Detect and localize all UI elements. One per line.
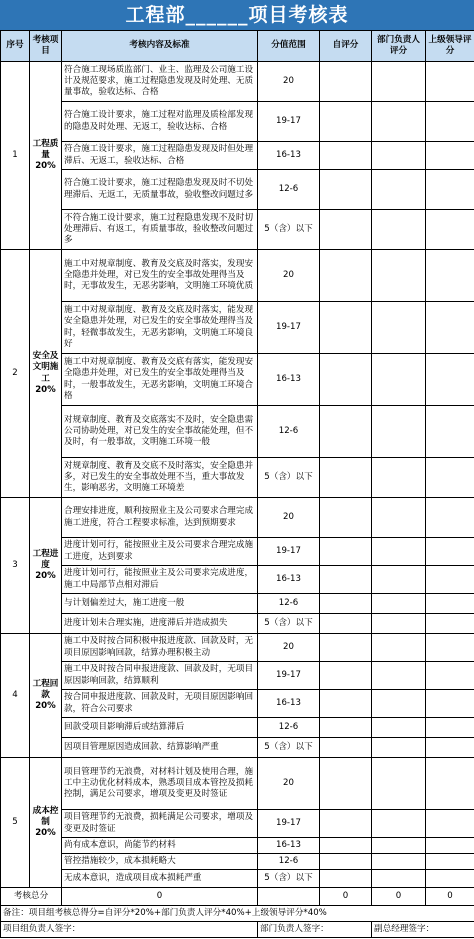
leader-score-cell[interactable] — [426, 538, 474, 566]
score-range: 20 — [258, 498, 320, 538]
self-score-cell[interactable] — [320, 662, 372, 690]
self-score-cell[interactable] — [320, 458, 372, 498]
section-index: 3 — [1, 498, 30, 634]
section-name: 成本控制20% — [30, 758, 62, 888]
table-row — [1, 458, 474, 498]
signature-deputy-manager[interactable]: 副总经理签字： — [372, 922, 474, 938]
dept-score-cell[interactable] — [372, 870, 426, 888]
dept-score-cell[interactable] — [372, 758, 426, 810]
table-row — [1, 142, 474, 170]
score-range: 12-6 — [258, 718, 320, 738]
criteria-text: 与计划偏差过大，施工进度一般 — [62, 594, 258, 614]
leader-score-cell[interactable] — [426, 210, 474, 250]
score-range: 5（含）以下 — [258, 210, 320, 250]
total-dept-score[interactable]: 0 — [372, 888, 426, 906]
dept-score-cell[interactable] — [372, 738, 426, 758]
leader-score-cell[interactable] — [426, 302, 474, 354]
signature-team-leader[interactable]: 项目组负责人签字： — [1, 922, 258, 938]
dept-score-cell[interactable] — [372, 102, 426, 142]
self-score-cell[interactable] — [320, 62, 372, 102]
table-row — [1, 406, 474, 458]
dept-score-cell[interactable] — [372, 690, 426, 718]
dept-score-cell[interactable] — [372, 538, 426, 566]
criteria-text: 施工中对规章制度、教育及交底及时落实，能发现安全隐患并处理，对已发生的安全事故处理得当及时，轻微事故发生，无恶劣影响，文明施工环境良好 — [62, 302, 258, 354]
table-row — [1, 594, 474, 614]
criteria-text: 进度计划未合理实施，进度滞后并造成损失 — [62, 614, 258, 634]
criteria-text: 符合施工现场质监部门、业主、监理及公司施工设计及规范要求，施工过程隐患发现及时处理、无质量事故，验收达标、合格 — [62, 62, 258, 102]
criteria-text: 符合施工设计要求，施工过程对监理及质检部发现的隐患及时处理、无返工，验收达标、合格 — [62, 102, 258, 142]
signature-dept-head[interactable]: 部门负责人签字： — [258, 922, 372, 938]
self-score-cell[interactable] — [320, 758, 372, 810]
self-score-cell[interactable] — [320, 406, 372, 458]
leader-score-cell[interactable] — [426, 738, 474, 758]
self-score-cell[interactable] — [320, 634, 372, 662]
section-name: 安全及文明施工20% — [30, 250, 62, 498]
total-self-score[interactable]: 0 — [320, 888, 372, 906]
criteria-text: 对规章制度、教育及交底落实不及时，安全隐患需公司协助处理，对已发生的安全事故能处理，但不及时，有一般事故，文明施工环境一般 — [62, 406, 258, 458]
table-row — [1, 538, 474, 566]
dept-score-cell[interactable] — [372, 854, 426, 870]
leader-score-cell[interactable] — [426, 690, 474, 718]
signature-row — [1, 922, 474, 938]
col-header-index: 序号 — [1, 31, 30, 62]
table-row — [1, 838, 474, 854]
leader-score-cell[interactable] — [426, 170, 474, 210]
total-criteria-value: 0 — [62, 888, 258, 906]
dept-score-cell[interactable] — [372, 354, 426, 406]
total-label: 考核总分 — [1, 888, 62, 906]
leader-score-cell[interactable] — [426, 102, 474, 142]
leader-score-cell[interactable] — [426, 810, 474, 838]
self-score-cell[interactable] — [320, 538, 372, 566]
criteria-text: 施工中及时按合同积极申报进度款、回款及时，无项目原因影响回款，结算办理积极主动 — [62, 634, 258, 662]
table-row — [1, 690, 474, 718]
self-score-cell[interactable] — [320, 170, 372, 210]
score-range: 16-13 — [258, 142, 320, 170]
score-range: 5（含）以下 — [258, 738, 320, 758]
score-range: 19-17 — [258, 662, 320, 690]
criteria-text: 项目管理节约无浪费，损耗满足公司要求，增项及变更及时签证 — [62, 810, 258, 838]
score-range: 12-6 — [258, 170, 320, 210]
score-range: 12-6 — [258, 854, 320, 870]
table-row — [1, 738, 474, 758]
score-range: 16-13 — [258, 838, 320, 854]
table-row — [1, 870, 474, 888]
leader-score-cell[interactable] — [426, 458, 474, 498]
self-score-cell[interactable] — [320, 854, 372, 870]
score-range: 16-13 — [258, 566, 320, 594]
dept-score-cell[interactable] — [372, 718, 426, 738]
self-score-cell[interactable] — [320, 354, 372, 406]
col-header-score-range: 分值范围 — [258, 31, 320, 62]
score-range: 19-17 — [258, 810, 320, 838]
sheet-title: 工程部______项目考核表 — [0, 0, 474, 30]
evaluation-table — [0, 30, 474, 938]
self-score-cell[interactable] — [320, 690, 372, 718]
self-score-cell[interactable] — [320, 302, 372, 354]
self-score-cell[interactable] — [320, 870, 372, 888]
criteria-text: 回款受项目影响滞后或结算滞后 — [62, 718, 258, 738]
dept-score-cell[interactable] — [372, 662, 426, 690]
score-range: 19-17 — [258, 102, 320, 142]
criteria-text: 施工中对规章制度、教育及交底及时落实，发现安全隐患并处理，对已发生的安全事故处理得当及时，无事故发生，无恶劣影响，文明施工环境优质 — [62, 250, 258, 302]
dept-score-cell[interactable] — [372, 62, 426, 102]
dept-score-cell[interactable] — [372, 302, 426, 354]
score-range: 12-6 — [258, 406, 320, 458]
score-range: 19-17 — [258, 302, 320, 354]
section-index: 2 — [1, 250, 30, 498]
table-row — [1, 614, 474, 634]
table-row — [1, 854, 474, 870]
self-score-cell[interactable] — [320, 566, 372, 594]
leader-score-cell[interactable] — [426, 870, 474, 888]
criteria-text: 合理安排进度，顺利按照业主及公司要求合理完成施工进度，符合工程要求标准，达到预期要求 — [62, 498, 258, 538]
col-header-item: 考核项目 — [30, 31, 62, 62]
leader-score-cell[interactable] — [426, 354, 474, 406]
leader-score-cell[interactable] — [426, 406, 474, 458]
col-header-self-score: 自评分 — [320, 31, 372, 62]
self-score-cell[interactable] — [320, 250, 372, 302]
leader-score-cell[interactable] — [426, 498, 474, 538]
table-row — [1, 566, 474, 594]
leader-score-cell[interactable] — [426, 614, 474, 634]
dept-score-cell[interactable] — [372, 614, 426, 634]
score-range: 20 — [258, 250, 320, 302]
dept-score-cell[interactable] — [372, 406, 426, 458]
table-row — [1, 62, 474, 102]
section-index: 1 — [1, 62, 30, 250]
criteria-text: 进度计划可行，能按照业主及公司要求合理完成施工进度，达到要求 — [62, 538, 258, 566]
dept-score-cell[interactable] — [372, 250, 426, 302]
criteria-text: 施工中及时按合同申报进度款、回款及时，无项目原因影响回款，结算顺利 — [62, 662, 258, 690]
dept-score-cell[interactable] — [372, 634, 426, 662]
score-range: 19-17 — [258, 538, 320, 566]
dept-score-cell[interactable] — [372, 594, 426, 614]
section-name: 工程回款20% — [30, 634, 62, 758]
col-header-criteria: 考核内容及标准 — [62, 31, 258, 62]
dept-score-cell[interactable] — [372, 810, 426, 838]
criteria-text: 尚有成本意识，尚能节约材料 — [62, 838, 258, 854]
criteria-text: 施工中对规章制度、教育及交底有落实，能发现安全隐患并处理，对已发生的安全事故处理得当及时，一般事故发生，无恶劣影响，文明施工环境合格 — [62, 354, 258, 406]
score-range: 12-6 — [258, 594, 320, 614]
table-row — [1, 102, 474, 142]
score-range: 5（含）以下 — [258, 870, 320, 888]
table-row — [1, 302, 474, 354]
section-index: 4 — [1, 634, 30, 758]
table-row — [1, 634, 474, 662]
leader-score-cell[interactable] — [426, 634, 474, 662]
leader-score-cell[interactable] — [426, 594, 474, 614]
scoring-note: 备注：项目组考核总得分=自评分*20%+部门负责人评分*40%+上级领导评分*40% — [1, 906, 474, 922]
self-score-cell[interactable] — [320, 594, 372, 614]
self-score-cell[interactable] — [320, 614, 372, 634]
criteria-text: 符合施工设计要求，施工过程隐患发现及时不切处理滞后、无返工，无质量事故，验收整改问题过多 — [62, 170, 258, 210]
criteria-text: 按合同申报进度款、回款及时，无项目原因影响回款，符合公司要求 — [62, 690, 258, 718]
criteria-text: 对规章制度、教育及交底不及时落实，安全隐患并多，对已发生的安全事故处理不当，重大事故发生，影响恶劣，文明施工环境差 — [62, 458, 258, 498]
dept-score-cell[interactable] — [372, 838, 426, 854]
col-header-leader-score: 上级领导评分 — [426, 31, 474, 62]
table-row — [1, 210, 474, 250]
dept-score-cell[interactable] — [372, 210, 426, 250]
score-range: 20 — [258, 758, 320, 810]
total-leader-score[interactable]: 0 — [426, 888, 474, 906]
score-range: 16-13 — [258, 690, 320, 718]
self-score-cell[interactable] — [320, 498, 372, 538]
leader-score-cell[interactable] — [426, 718, 474, 738]
col-header-dept-score: 部门负责人评分 — [372, 31, 426, 62]
dept-score-cell[interactable] — [372, 170, 426, 210]
criteria-text: 管控措施较少，成本损耗略大 — [62, 854, 258, 870]
leader-score-cell[interactable] — [426, 854, 474, 870]
table-row — [1, 662, 474, 690]
self-score-cell[interactable] — [320, 810, 372, 838]
self-score-cell[interactable] — [320, 838, 372, 854]
self-score-cell[interactable] — [320, 210, 372, 250]
self-score-cell[interactable] — [320, 102, 372, 142]
dept-score-cell[interactable] — [372, 498, 426, 538]
total-score-range-value — [258, 888, 320, 906]
header-row — [1, 31, 474, 62]
section-name: 工程进度20% — [30, 498, 62, 634]
table-row — [1, 810, 474, 838]
table-row — [1, 718, 474, 738]
note-row — [1, 906, 474, 922]
score-range: 16-13 — [258, 354, 320, 406]
dept-score-cell[interactable] — [372, 566, 426, 594]
criteria-text: 因项目管理原因造成回款、结算影响严重 — [62, 738, 258, 758]
dept-score-cell[interactable] — [372, 458, 426, 498]
self-score-cell[interactable] — [320, 738, 372, 758]
table-row — [1, 250, 474, 302]
score-range: 5（含）以下 — [258, 458, 320, 498]
self-score-cell[interactable] — [320, 718, 372, 738]
total-row — [1, 888, 474, 906]
criteria-text: 符合施工设计要求，施工过程隐患发现及时但处理滞后、无返工，验收达标、合格 — [62, 142, 258, 170]
leader-score-cell[interactable] — [426, 838, 474, 854]
table-row — [1, 170, 474, 210]
criteria-text: 项目管理节约无浪费，对材料计划及使用合理，施工中主动优化材料成本，熟悉项目成本管控及损耗控制，满足公司要求，增项及变更及时签证 — [62, 758, 258, 810]
dept-score-cell[interactable] — [372, 142, 426, 170]
table-body — [1, 62, 474, 938]
leader-score-cell[interactable] — [426, 566, 474, 594]
leader-score-cell[interactable] — [426, 662, 474, 690]
leader-score-cell[interactable] — [426, 62, 474, 102]
leader-score-cell[interactable] — [426, 142, 474, 170]
section-name: 工程质量20% — [30, 62, 62, 250]
self-score-cell[interactable] — [320, 142, 372, 170]
leader-score-cell[interactable] — [426, 250, 474, 302]
score-range: 5（含）以下 — [258, 614, 320, 634]
score-range: 20 — [258, 634, 320, 662]
leader-score-cell[interactable] — [426, 758, 474, 810]
table-row — [1, 758, 474, 810]
criteria-text: 不符合施工设计要求，施工过程隐患发现不及时切处理滞后、有返工，有质量事故，验收整改问题过多 — [62, 210, 258, 250]
criteria-text: 进度计划可行，能按照业主及公司要求完成进度，施工中局部节点相对滞后 — [62, 566, 258, 594]
section-index: 5 — [1, 758, 30, 888]
table-row — [1, 498, 474, 538]
score-range: 20 — [258, 62, 320, 102]
table-row — [1, 354, 474, 406]
criteria-text: 无成本意识，造成项目成本损耗严重 — [62, 870, 258, 888]
